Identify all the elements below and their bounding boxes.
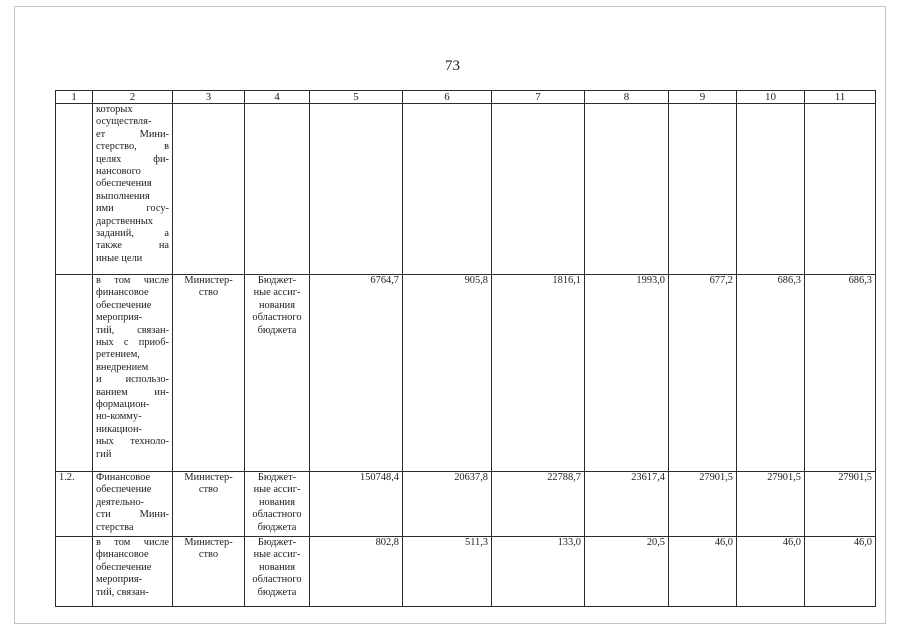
cell-text-line: областного <box>252 509 302 521</box>
cell-text-line: гий <box>96 448 112 460</box>
header-cell: 1 <box>56 91 93 104</box>
table-row <box>56 537 876 607</box>
cell-text-line: Бюджет- <box>257 275 297 286</box>
header-cell: 8 <box>585 91 669 104</box>
cell-text-line: ство <box>198 287 219 299</box>
value-cell <box>805 104 876 275</box>
header-cell: 10 <box>737 91 805 104</box>
value-cell: 133,0 <box>492 537 585 607</box>
cell-text-line: бюджета <box>257 586 297 598</box>
cell-text-line: Бюджет- <box>257 472 297 483</box>
cell-text-line: ство <box>198 549 219 561</box>
value-cell: 22788,7 <box>492 472 585 537</box>
value-cell: 27901,5 <box>669 472 737 537</box>
cell-text-line: деятельно- <box>96 496 144 508</box>
cell-text-line: формацион- <box>96 399 150 411</box>
cell-text-line: нансового <box>96 166 141 178</box>
table-header-row <box>56 91 876 104</box>
value-cell <box>737 104 805 275</box>
cell-text-line: ные ассиг- <box>253 287 301 299</box>
value-cell <box>492 104 585 275</box>
cell-text-line: внедрением <box>96 361 149 373</box>
cell-text-line: ные ассиг- <box>253 549 301 561</box>
funding-source-cell <box>245 275 310 472</box>
cell-text-line: ет Мини- <box>96 128 169 140</box>
cell-text-line: Министер- <box>184 537 233 548</box>
value-cell: 27901,5 <box>737 472 805 537</box>
value-cell: 6764,7 <box>310 275 403 472</box>
cell-text-line: которых <box>96 104 133 115</box>
header-cell: 11 <box>805 91 876 104</box>
cell-text-line: бюджета <box>257 521 297 533</box>
value-cell: 20637,8 <box>403 472 492 537</box>
cell-text-line: обеспечение <box>96 484 152 496</box>
executor-cell <box>173 104 245 275</box>
cell-text-line: нования <box>258 561 296 573</box>
row-number-cell <box>56 537 93 607</box>
value-cell <box>669 104 737 275</box>
value-cell: 802,8 <box>310 537 403 607</box>
value-cell: 20,5 <box>585 537 669 607</box>
cell-text-line: в том числе <box>96 537 169 548</box>
cell-text-line: ими госу- <box>96 203 169 215</box>
cell-text-line: обеспечение <box>96 561 152 573</box>
funding-source-cell <box>245 104 310 275</box>
table-row <box>56 472 876 537</box>
cell-text-line: обеспечения <box>96 178 152 190</box>
value-cell: 686,3 <box>805 275 876 472</box>
value-cell: 686,3 <box>737 275 805 472</box>
cell-text-line: никацион- <box>96 423 142 435</box>
cell-text-line: финансовое <box>96 287 149 299</box>
executor-cell <box>173 537 245 607</box>
description-cell <box>93 275 173 472</box>
cell-text-line: областного <box>252 574 302 586</box>
cell-text-line: областного <box>252 312 302 324</box>
funding-source-cell <box>245 472 310 537</box>
value-cell: 46,0 <box>805 537 876 607</box>
cell-text-line: ных техноло- <box>96 436 169 448</box>
cell-text-line: нования <box>258 299 296 311</box>
cell-text-line: дарственных <box>96 215 154 227</box>
cell-text-line: иные цели <box>96 252 143 264</box>
cell-text-line: заданий, а <box>96 228 169 240</box>
cell-text-line: но-комму- <box>96 411 142 423</box>
header-cell: 5 <box>310 91 403 104</box>
value-cell: 150748,4 <box>310 472 403 537</box>
cell-text-line: Министер- <box>184 275 233 286</box>
row-number-cell <box>56 275 93 472</box>
value-cell <box>403 104 492 275</box>
cell-text-line: Финансовое <box>96 472 151 483</box>
cell-text-line: выполнения <box>96 190 150 202</box>
value-cell: 677,2 <box>669 275 737 472</box>
cell-text-line: тий, связан- <box>96 324 169 336</box>
description-cell <box>93 537 173 607</box>
cell-text-line: ретением, <box>96 349 140 361</box>
description-cell <box>93 104 173 275</box>
row-number-cell <box>56 104 93 275</box>
value-cell: 905,8 <box>403 275 492 472</box>
cell-text-line: мероприя- <box>96 312 143 324</box>
value-cell: 46,0 <box>669 537 737 607</box>
cell-text-line: финансовое <box>96 549 149 561</box>
cell-text-line: Министер- <box>184 472 233 483</box>
cell-text-line: стерства <box>96 521 134 533</box>
cell-text-line: обеспечение <box>96 299 152 311</box>
cell-text-line: и использо- <box>96 374 169 386</box>
table-row <box>56 104 876 275</box>
cell-text-line: ство <box>198 484 219 496</box>
cell-text-line: нования <box>258 496 296 508</box>
value-cell <box>310 104 403 275</box>
cell-text-line: стерство, в <box>96 141 169 153</box>
value-cell: 1816,1 <box>492 275 585 472</box>
page-number: 73 <box>445 58 460 74</box>
cell-text-line: также на <box>96 240 169 252</box>
header-cell: 4 <box>245 91 310 104</box>
value-cell: 27901,5 <box>805 472 876 537</box>
cell-text-line: мероприя- <box>96 574 143 586</box>
executor-cell <box>173 275 245 472</box>
cell-text-line: в том числе <box>96 275 169 286</box>
header-cell: 6 <box>403 91 492 104</box>
cell-text-line: тий, связан- <box>96 586 149 598</box>
cell-text-line: целях фи- <box>96 153 169 165</box>
cell-text-line: сти Мини- <box>96 509 169 521</box>
cell-text-line: ных с приоб- <box>96 337 169 349</box>
description-cell <box>93 472 173 537</box>
header-cell: 2 <box>93 91 173 104</box>
value-cell: 23617,4 <box>585 472 669 537</box>
header-cell: 9 <box>669 91 737 104</box>
value-cell <box>585 104 669 275</box>
header-cell: 3 <box>173 91 245 104</box>
funding-source-cell <box>245 537 310 607</box>
cell-text-line: ванием ин- <box>96 386 169 398</box>
value-cell: 46,0 <box>737 537 805 607</box>
cell-text-line: ные ассиг- <box>253 484 301 496</box>
cell-text-line: Бюджет- <box>257 537 297 548</box>
header-cell: 7 <box>492 91 585 104</box>
executor-cell <box>173 472 245 537</box>
cell-text-line: бюджета <box>257 324 297 336</box>
table-row <box>56 275 876 472</box>
budget-table <box>55 90 876 607</box>
cell-text-line: осуществля- <box>96 116 152 128</box>
value-cell: 1993,0 <box>585 275 669 472</box>
row-number-cell: 1.2. <box>56 472 93 537</box>
value-cell: 511,3 <box>403 537 492 607</box>
